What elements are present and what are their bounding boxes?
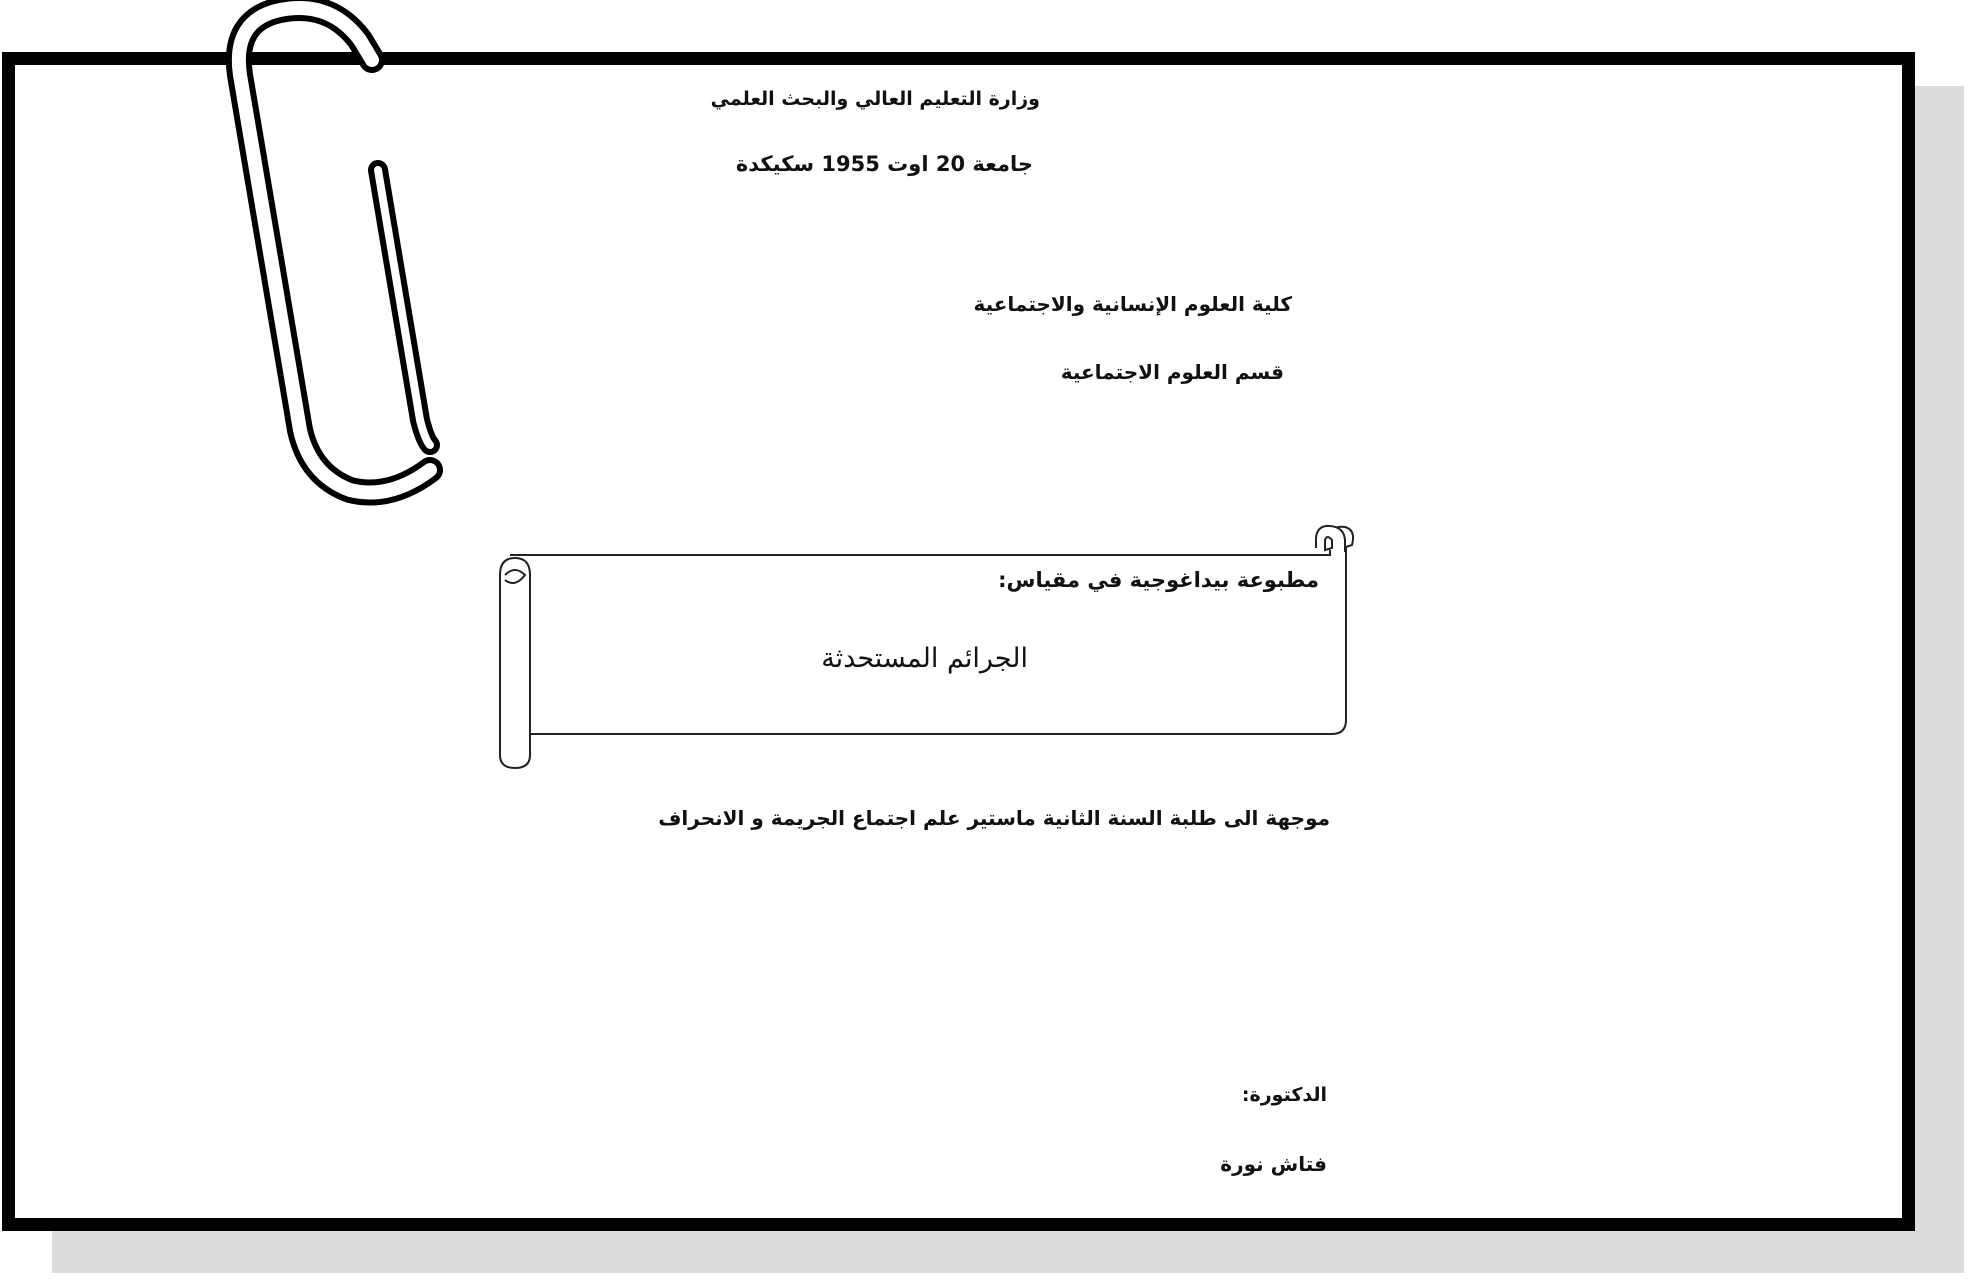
university-title: جامعة 20 اوت 1955 سكيكدة: [735, 152, 1033, 176]
ministry-title: وزارة التعليم العالي والبحث العلمي: [710, 88, 1040, 110]
course-label: مطبوعة بيداغوجية في مقياس:: [998, 568, 1319, 592]
course-title: الجرائم المستحدثة: [821, 643, 1028, 674]
faculty-name: كلية العلوم الإنسانية والاجتماعية: [973, 292, 1292, 316]
author-label: الدكتورة:: [1241, 1084, 1327, 1106]
department-name: قسم العلوم الاجتماعية: [1060, 360, 1284, 384]
audience-line: موجهة الى طلبة السنة الثانية ماستير علم اجتماع الجريمة و الانحراف: [658, 806, 1330, 830]
author-name: فتاش نورة: [1220, 1152, 1327, 1176]
